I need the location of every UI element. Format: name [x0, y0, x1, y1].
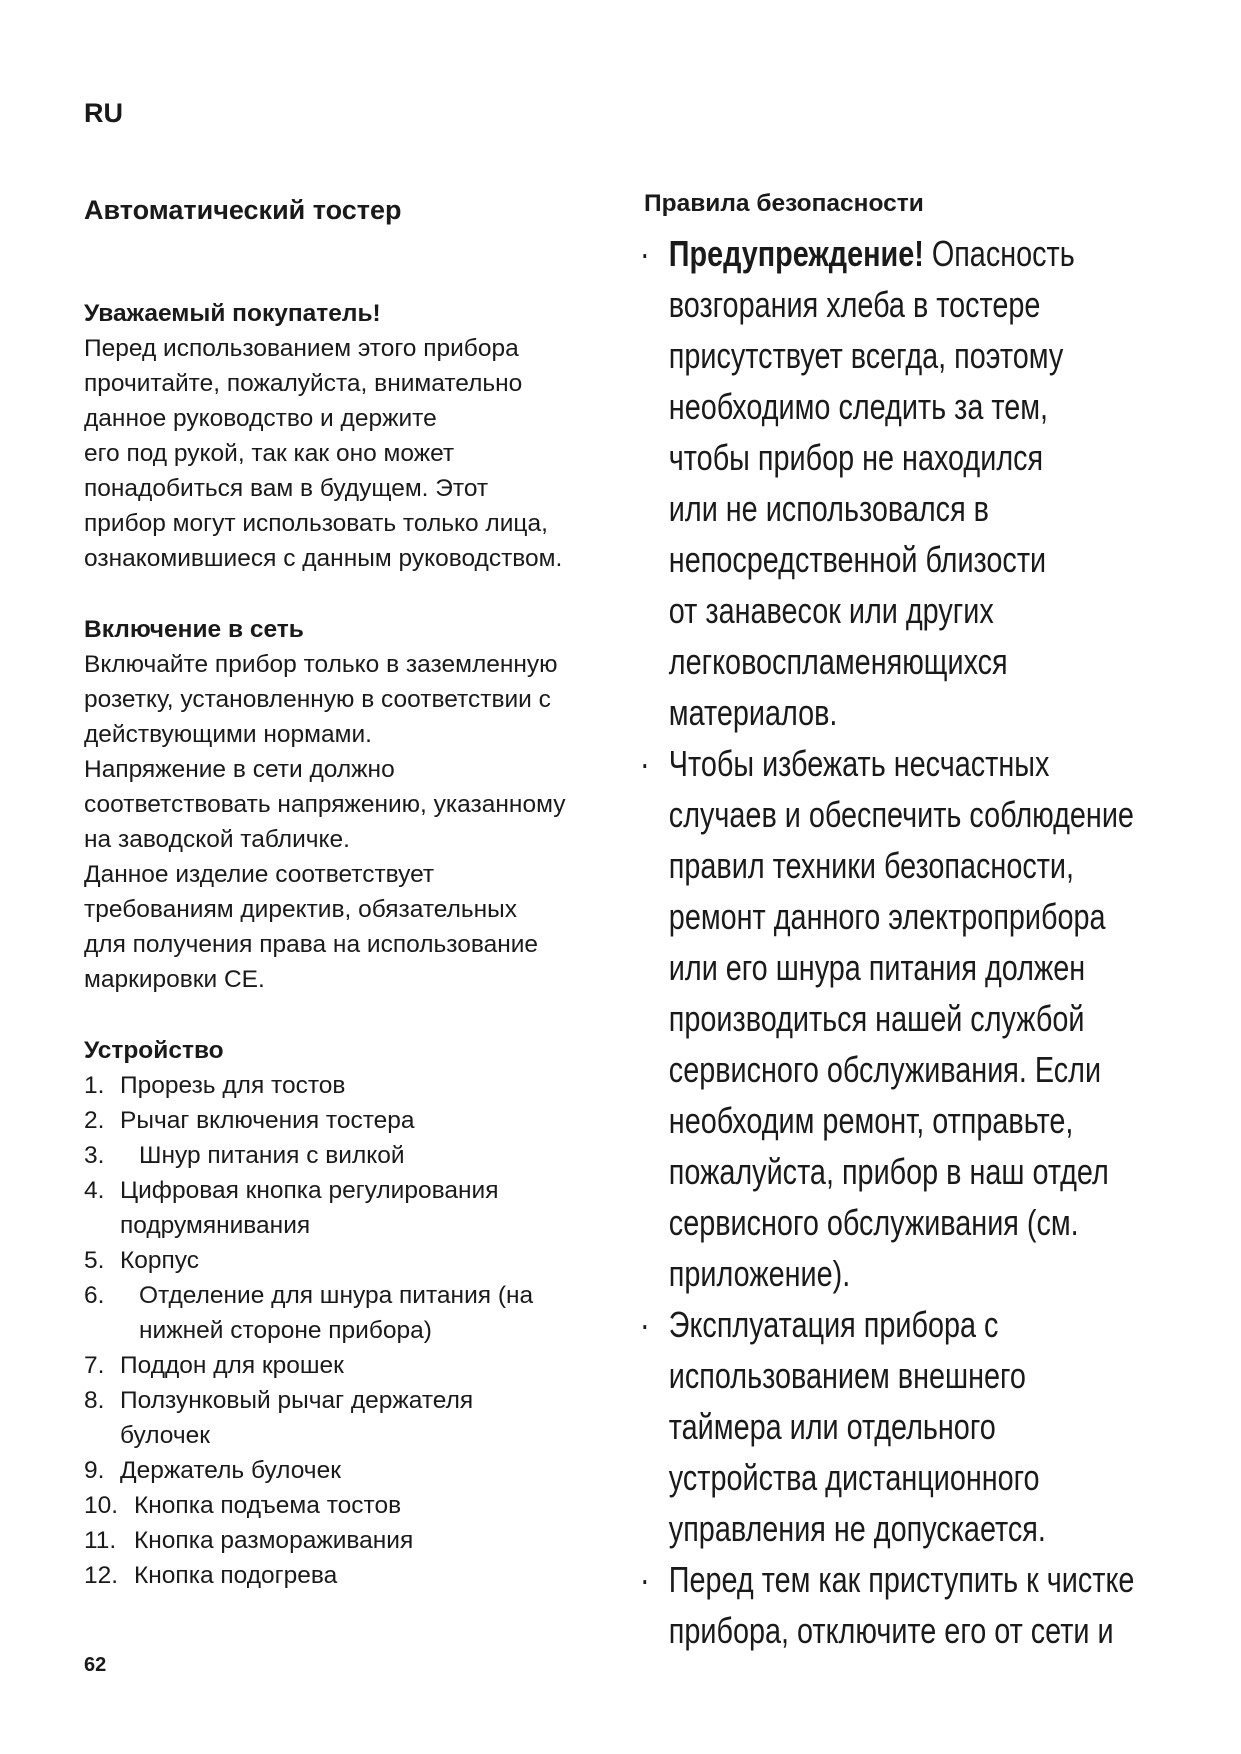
right-column	[640, 228, 1160, 1656]
bullet-icon: ·	[640, 1304, 650, 1345]
language-code: RU	[84, 98, 123, 128]
repair-text: Чтобы избежать несчастных случаев и обеспечить соблюдение правил техники безопасности, ремонт данного электроприбора или его шнура питания должен производиться нашей службой сервисного обслуживания. Если необходим ремонт, отправьте, пожалуйста, прибор в наш отдел сервисного обслуживания (см. приложение).	[668, 743, 1134, 1294]
list-item	[640, 1554, 1160, 1656]
power-heading: Включение в сеть	[84, 616, 304, 643]
device-parts-list	[84, 1068, 624, 1593]
list-item: 2. Рычаг включения тостера	[84, 1107, 415, 1134]
page-title: Автоматический тостер	[84, 195, 402, 225]
warning-label: Предупреждение!	[668, 233, 924, 274]
bullet-icon: ·	[640, 1559, 650, 1600]
safety-heading: Правила безопасности	[644, 190, 924, 217]
list-item: 7. Поддон для крошек	[84, 1352, 344, 1379]
list-item: 6. Отделение для шнура питания (на нижней стороне прибора)	[84, 1282, 534, 1344]
power-text: Включайте прибор только в заземленную розетку, установленную в соответствии с действующими нормами. Напряжение в сети должно соответствовать напряжению, указанному на заводской табличке. Данное изделие соответствует требованиям директив, обязательных для получения права на использование маркировки CE.	[84, 651, 566, 993]
list-item: 1. Прорезь для тостов	[84, 1072, 346, 1099]
list-item: 4. Цифровая кнопка регулирования подрумянивания	[84, 1177, 499, 1239]
page-number: 62	[84, 1654, 107, 1676]
greeting-text: Перед использованием этого прибора прочитайте, пожалуйста, внимательно данное руководство и держите его под рукой, так как оно может понадобиться вам в будущем. Этот прибор могут использовать только лица, ознакомившиеся с данным руководством.	[84, 335, 563, 572]
list-item	[640, 738, 1160, 1299]
greeting-heading: Уважаемый покупатель!	[84, 300, 381, 327]
list-item: 11. Кнопка размораживания	[84, 1527, 414, 1554]
bullet-icon: ·	[640, 743, 650, 784]
list-item: 5. Корпус	[84, 1247, 200, 1274]
left-column	[84, 296, 624, 1593]
list-item	[640, 1299, 1160, 1554]
list-item: 10. Кнопка подъема тостов	[84, 1492, 402, 1519]
cleaning-text: Перед тем как приступить к чистке прибора, отключите его от сети и	[668, 1559, 1135, 1651]
list-item	[640, 228, 1160, 738]
list-item: 3. Шнур питания с вилкой	[84, 1142, 405, 1169]
list-item: 8. Ползунковый рычаг держателя булочек	[84, 1387, 474, 1449]
bullet-icon: ·	[640, 233, 650, 274]
timer-text: Эксплуатация прибора с использованием внешнего таймера или отдельного устройства дистанционного управления не допускается.	[668, 1304, 1046, 1549]
device-heading: Устройство	[84, 1037, 224, 1064]
safety-list	[640, 228, 1160, 1656]
list-item: 12. Кнопка подогрева	[84, 1562, 338, 1589]
list-item: 9. Держатель булочек	[84, 1457, 341, 1484]
warning-text: Опасность возгорания хлеба в тостере присутствует всегда, поэтому необходимо следить за тем, чтобы прибор не находился или не использовался в непосредственной близости от занавесок или других легковоспламеняющихся материалов.	[668, 233, 1075, 733]
